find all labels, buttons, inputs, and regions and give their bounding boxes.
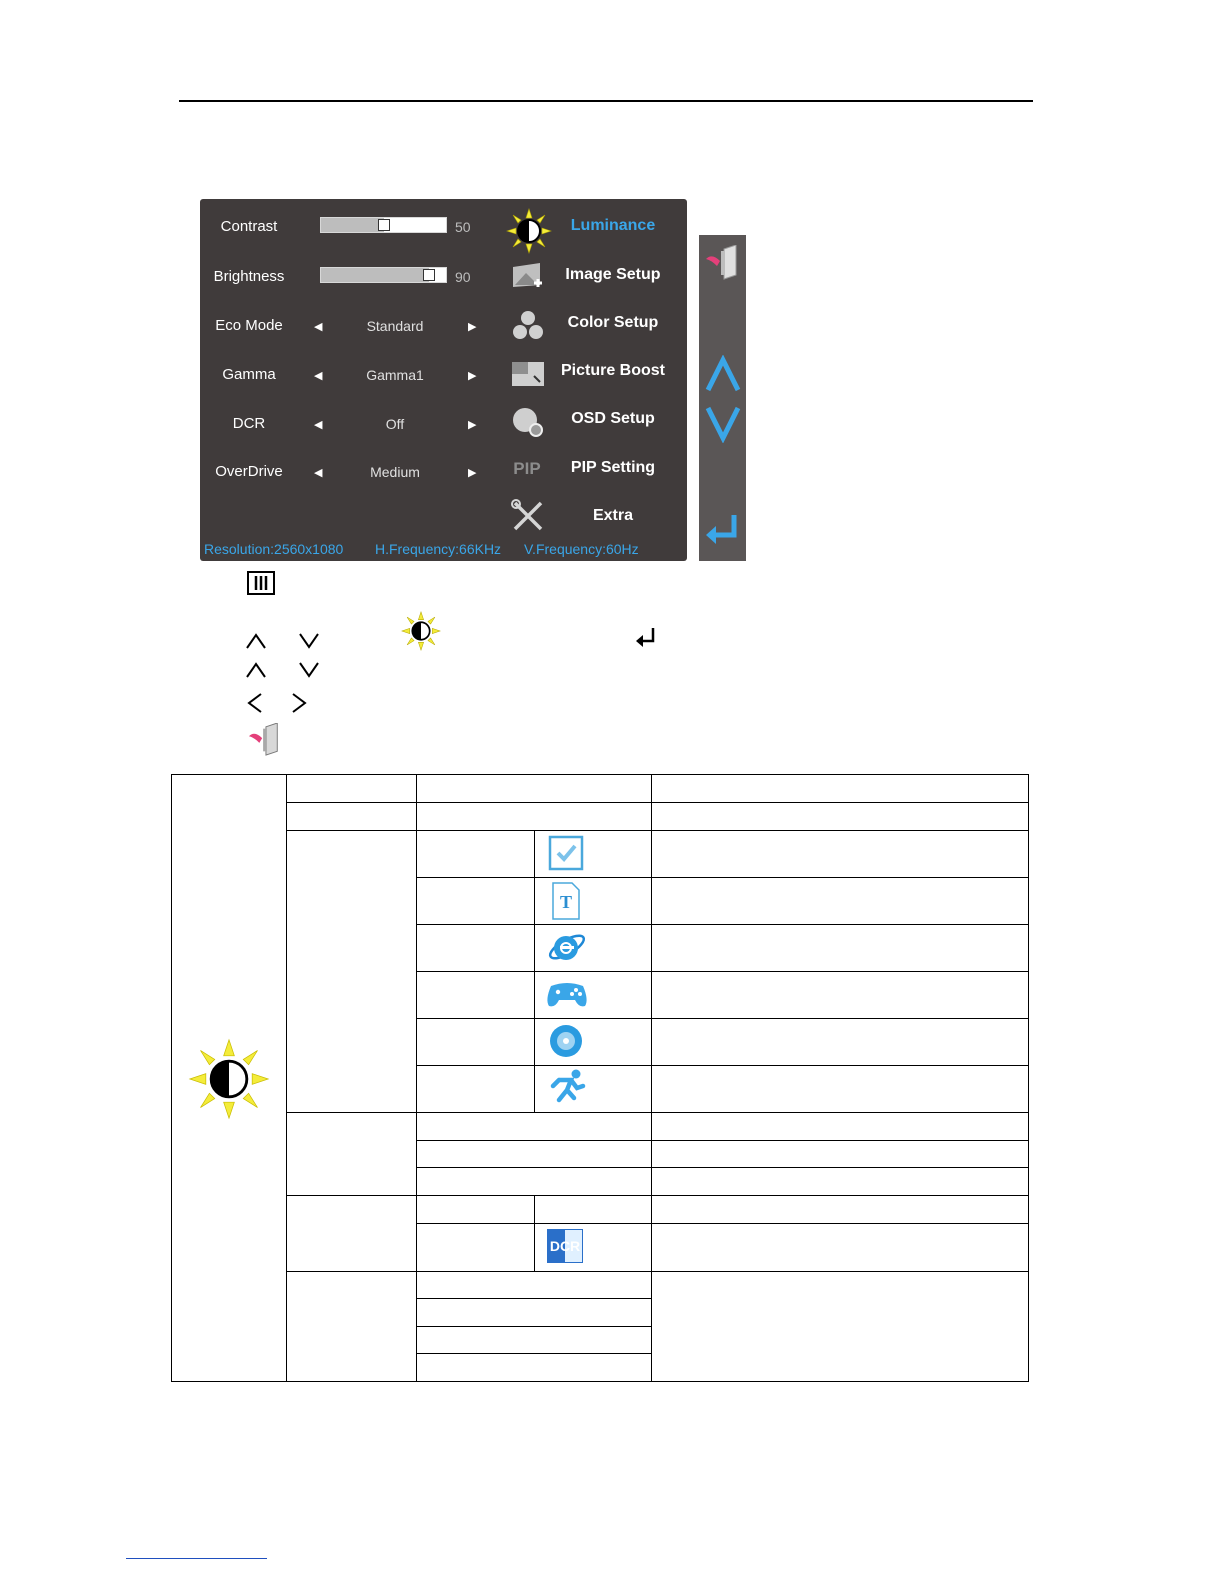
eco-mode-label: Eco Mode [215, 317, 283, 334]
dcr-label: DCR [232, 415, 266, 432]
contrast-slider-knob[interactable] [378, 219, 390, 231]
down-icon[interactable] [705, 405, 741, 443]
brightness-slider-fill [321, 268, 429, 282]
enter-icon[interactable] [704, 513, 742, 547]
table-hline [416, 1140, 1029, 1141]
contrast-label: Contrast [220, 218, 278, 235]
pip-icon: PIP [513, 459, 541, 478]
menu-image-setup[interactable]: Image Setup [565, 266, 661, 283]
table-vline [416, 774, 417, 1382]
luminance-sun-icon [400, 611, 442, 651]
table-hline [416, 971, 1029, 972]
table-hline [416, 1065, 1029, 1066]
svg-text:T: T [559, 892, 573, 912]
enter-key-icon [633, 626, 657, 648]
image-setup-icon [510, 261, 546, 297]
contrast-slider[interactable] [320, 217, 447, 233]
exit-key-icon [247, 723, 283, 757]
dcr-value: Off [385, 416, 405, 432]
menu-pip-setting[interactable]: PIP Setting [570, 459, 656, 476]
table-hline [416, 1298, 651, 1299]
game-icon [545, 976, 589, 1012]
osd-setup-icon [510, 404, 546, 440]
table-hline [416, 924, 1029, 925]
dcr-icon: DCR [547, 1229, 583, 1263]
color-setup-icon [510, 308, 546, 344]
sun-contrast-icon [506, 208, 552, 254]
table-hline [286, 1195, 1029, 1196]
menu-luminance[interactable]: Luminance [570, 217, 656, 234]
right-key-icon [290, 692, 308, 714]
contrast-value: 50 [455, 219, 471, 235]
internet-icon [547, 927, 587, 967]
down-key-icon [298, 661, 320, 679]
osd-panel [200, 199, 687, 561]
table-hline [416, 1018, 1029, 1019]
gamma-value: Gamma1 [366, 367, 424, 383]
brightness-label: Brightness [213, 268, 285, 285]
table-border-bottom [171, 1381, 1029, 1382]
luminance-table [171, 774, 1029, 1382]
eco-mode-left-arrow-icon[interactable]: ◀ [314, 321, 323, 333]
menu-osd-setup[interactable]: OSD Setup [571, 410, 655, 427]
brightness-slider[interactable] [320, 267, 447, 283]
table-vline [651, 774, 652, 1382]
eco-mode-right-arrow-icon[interactable]: ▶ [468, 321, 477, 333]
menu-extra[interactable]: Extra [592, 507, 634, 524]
menu-key-icon [247, 571, 275, 595]
movie-icon [548, 1023, 584, 1059]
gamma-label: Gamma [222, 366, 276, 383]
overdrive-right-arrow-icon[interactable]: ▶ [468, 467, 477, 479]
table-border-left [171, 774, 172, 1382]
table-vline [534, 1195, 535, 1271]
up-key-icon [245, 632, 267, 650]
exit-icon[interactable] [704, 245, 742, 281]
left-key-icon [246, 692, 264, 714]
overdrive-left-arrow-icon[interactable]: ◀ [314, 467, 323, 479]
up-icon[interactable] [705, 355, 741, 393]
down-key-icon [298, 632, 320, 650]
dcr-right-arrow-icon[interactable]: ▶ [468, 419, 477, 431]
brightness-slider-knob[interactable] [423, 269, 435, 281]
resolution-status: Resolution:2560x1080 [204, 541, 344, 557]
sun-contrast-icon [188, 1038, 270, 1120]
eco-mode-value: Standard [366, 318, 424, 334]
table-hline [416, 877, 1029, 878]
gamma-left-arrow-icon[interactable]: ◀ [314, 370, 323, 382]
footer-link-rule [126, 1558, 267, 1559]
table-border-right [1028, 774, 1029, 1382]
table-hline [286, 1271, 1029, 1272]
gamma-right-arrow-icon[interactable]: ▶ [468, 370, 477, 382]
table-vline [286, 774, 287, 1382]
dcr-left-arrow-icon[interactable]: ◀ [314, 419, 323, 431]
sports-icon [545, 1068, 589, 1106]
contrast-slider-fill [321, 218, 384, 232]
hfrequency-status: H.Frequency:66KHz [375, 541, 502, 557]
table-hline [416, 1167, 1029, 1168]
tools-icon [510, 498, 546, 534]
text-icon [551, 882, 581, 920]
table-hline [416, 1326, 651, 1327]
picture-boost-icon [510, 356, 546, 392]
menu-picture-boost[interactable]: Picture Boost [560, 362, 665, 379]
table-border-top [171, 774, 1029, 775]
overdrive-label: OverDrive [215, 463, 283, 480]
table-hline [286, 1112, 1029, 1113]
header-rule [179, 100, 1033, 102]
table-hline [416, 1223, 1029, 1224]
standard-icon [548, 835, 584, 871]
table-hline [286, 802, 1029, 803]
up-key-icon [245, 661, 267, 679]
table-hline [286, 830, 1029, 831]
table-hline [416, 1353, 651, 1354]
menu-color-setup[interactable]: Color Setup [567, 314, 659, 331]
brightness-value: 90 [455, 269, 471, 285]
osd-side-panel [699, 235, 746, 561]
overdrive-value: Medium [370, 464, 420, 480]
vfrequency-status: V.Frequency:60Hz [524, 541, 639, 557]
